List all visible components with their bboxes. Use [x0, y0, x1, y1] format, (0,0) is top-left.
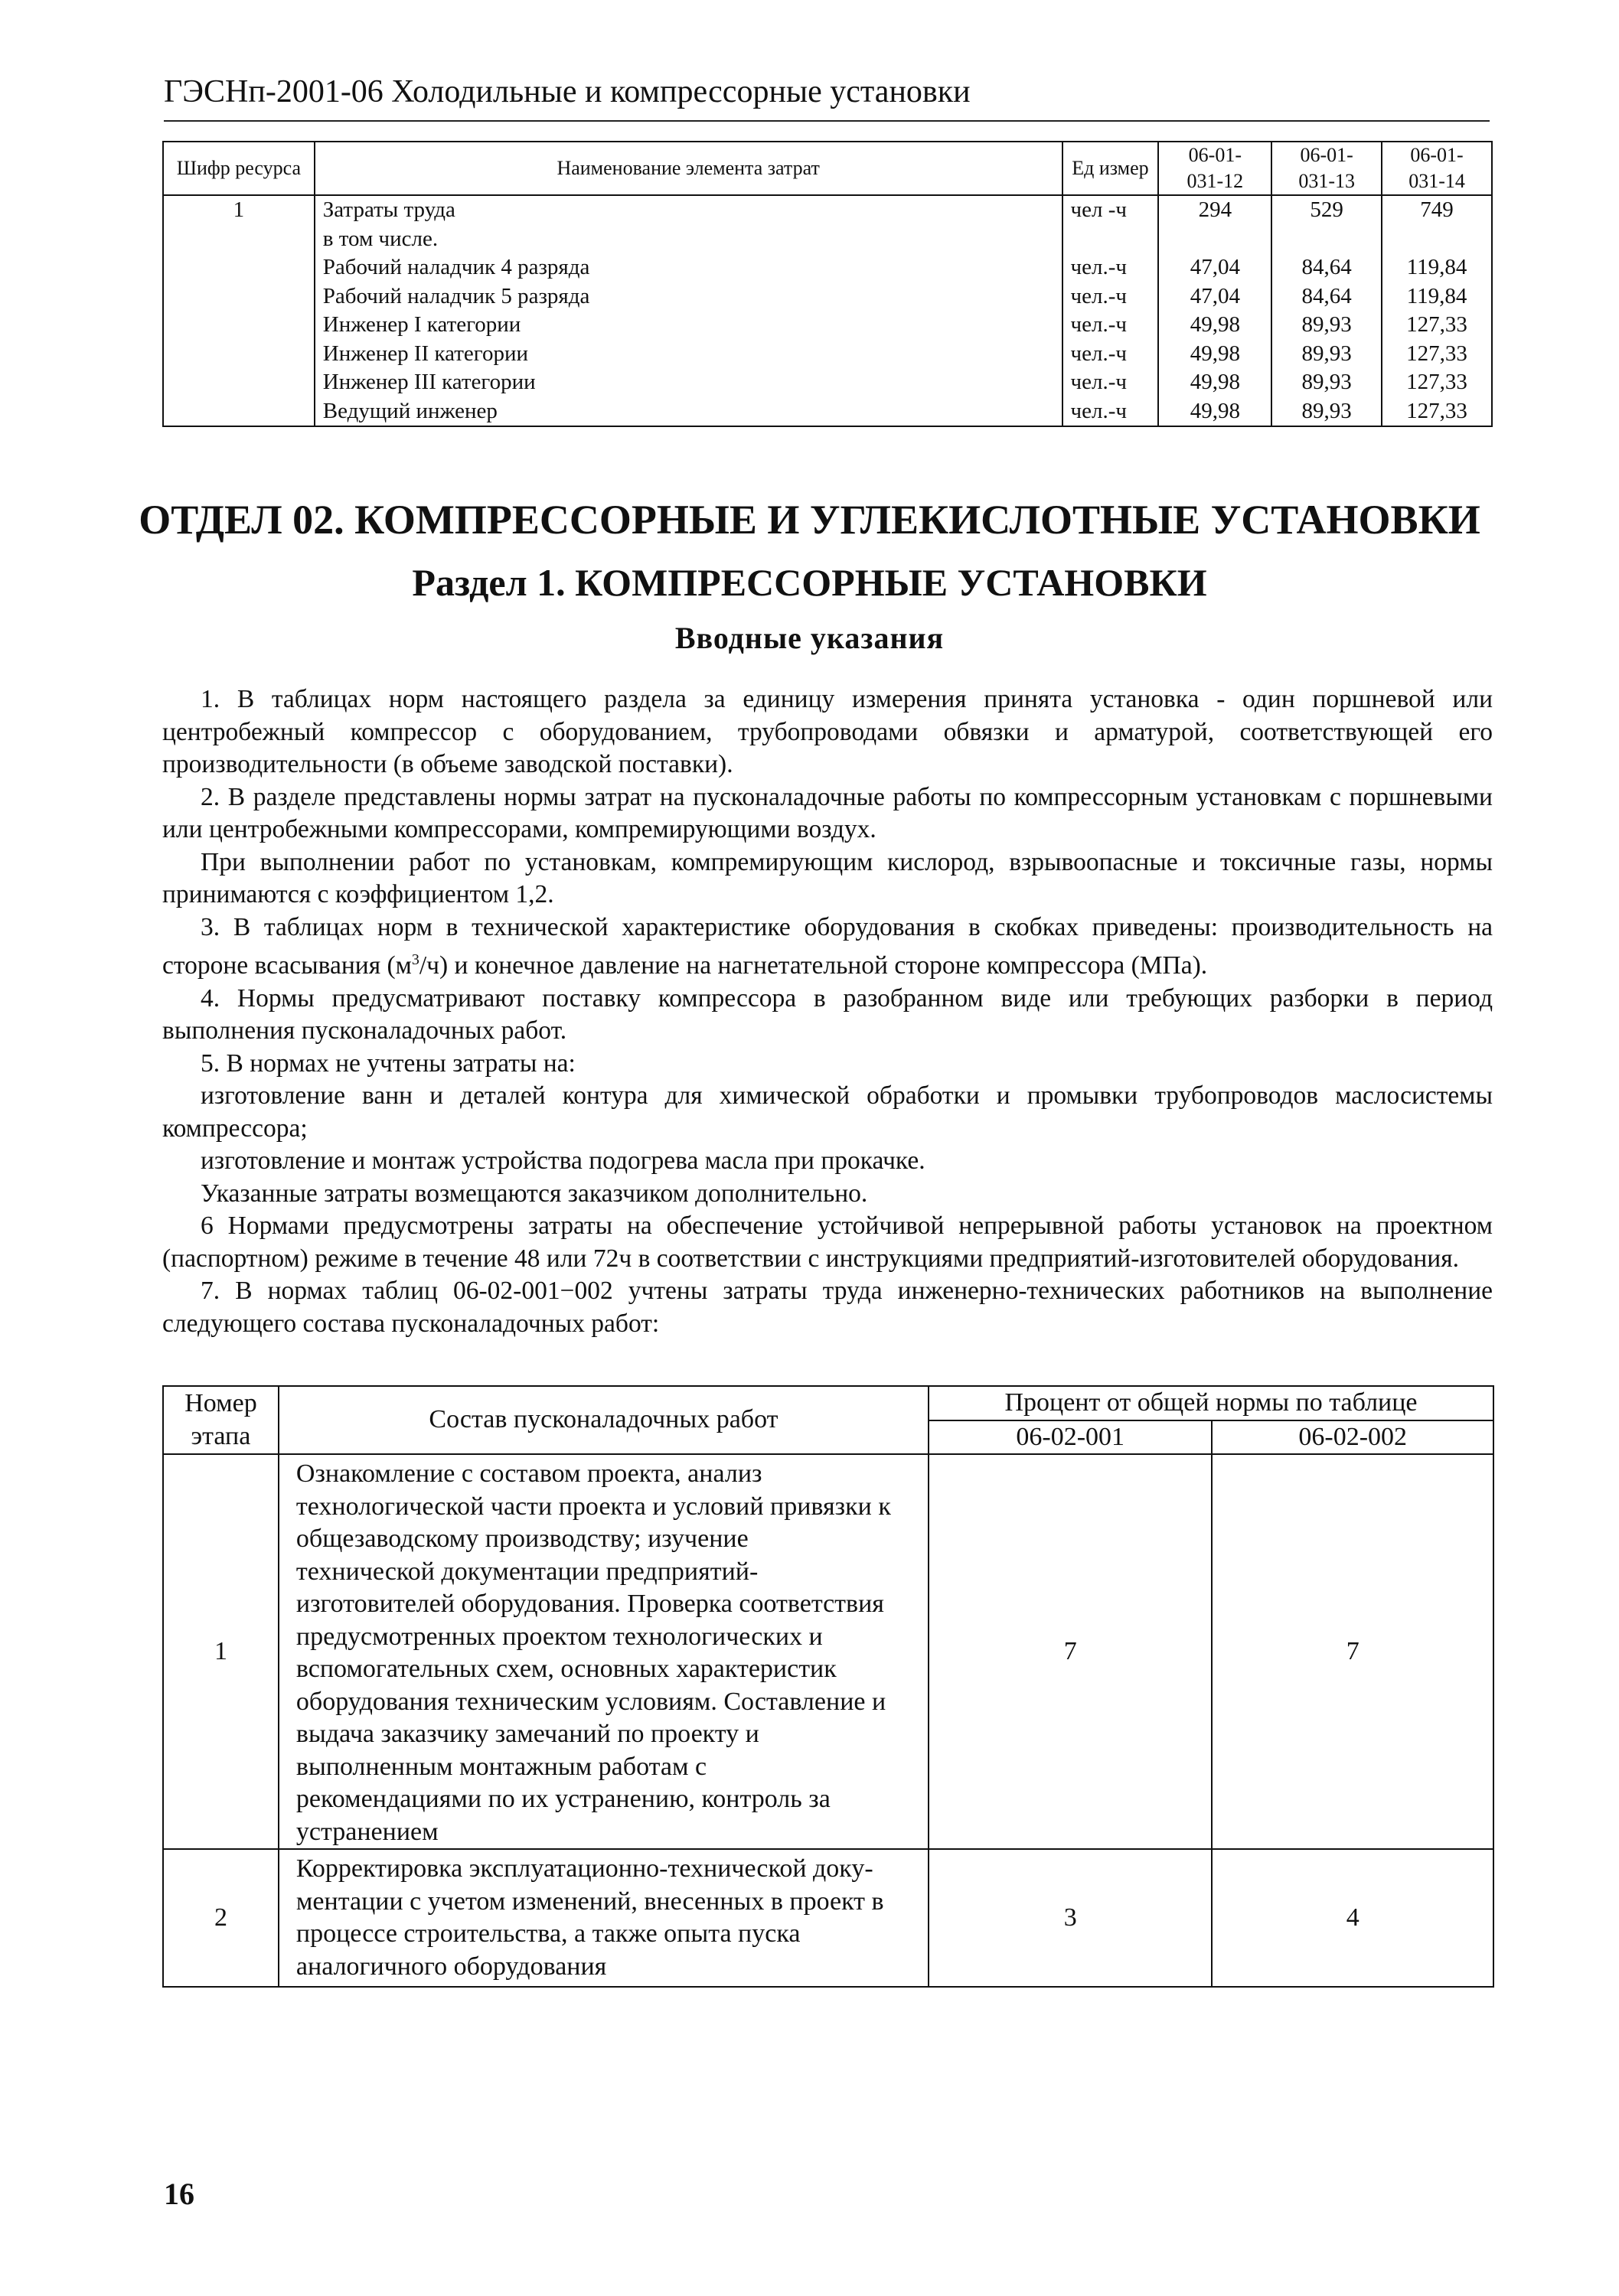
value: 89,93 — [1301, 341, 1352, 366]
resource-cost-table — [162, 141, 1493, 427]
paragraph: 2. В разделе представлены нормы затрат на пусконаладочные работы по компрессорным установкам с поршневыми или центробежными компрессорами, компремирующими воздух. — [162, 782, 1493, 843]
intro-text — [162, 683, 1493, 1340]
paragraph: При выполнении работ по установкам, компремирующим кислород, взрывоопасные и токсичные газы, нормы принимаются с коэффициентом 1,2. — [162, 847, 1493, 908]
unit-cell — [1062, 195, 1159, 426]
value — [1382, 225, 1491, 254]
commissioning-stages-table — [162, 1385, 1494, 1988]
unit: чел.-ч — [1070, 255, 1127, 279]
unit: чел -ч — [1070, 197, 1127, 222]
stage-number: 2 — [163, 1849, 279, 1987]
value: 89,93 — [1301, 312, 1352, 337]
element-name: Затраты труда — [322, 197, 455, 222]
element-name: Рабочий наладчик 5 разряда — [322, 283, 590, 308]
unit: чел.-ч — [1070, 398, 1127, 423]
paragraph: изготовление и монтаж устройства подогрева масла при прокачке. — [201, 1146, 925, 1176]
stage-number: 1 — [163, 1454, 279, 1849]
element-name: Инженер III категории — [322, 370, 536, 394]
header-table-06-02-001: 06-02-001 — [929, 1420, 1212, 1455]
value: 127,33 — [1406, 398, 1467, 423]
running-header: ГЭСНп-2001-06 Холодильные и компрессорные установки — [164, 74, 971, 109]
value-column — [1382, 195, 1492, 426]
value: 89,93 — [1301, 398, 1352, 423]
element-names-cell — [315, 195, 1062, 426]
value-column — [1271, 195, 1382, 426]
value: 127,33 — [1406, 312, 1467, 337]
value — [1159, 225, 1271, 254]
value: 49,98 — [1190, 370, 1240, 394]
stage-description: Ознакомление с составом проекта, анализ технологической части проекта и условий привязки к общезаводскому производству; изучение технической документации предприятий- изготовителей оборудования. Проверка соответствия предусмотренных проектом технологических и вспомогательных схем, основных характеристик оборудования техническим условиям. Составление и выдача заказчику замечаний по проекту и выполненным монтажным работам с рекомендациями по их устранению, контроль за устранением — [279, 1454, 929, 1849]
paragraph: 1. В таблицах норм настоящего раздела за единицу измерения принята установка - один поршневой или центробежный компрессор с оборудованием, трубопроводами обвязки и арматурой, соответствующей его производительности (в объеме заводской поставки). — [162, 685, 1493, 778]
unit: чел.-ч — [1070, 341, 1127, 366]
header-table-06-02-002: 06-02-002 — [1212, 1420, 1493, 1455]
resource-code-cell — [163, 195, 315, 426]
value: 529 — [1310, 197, 1343, 222]
percent-06-02-002: 4 — [1212, 1849, 1493, 1987]
unit: чел.-ч — [1070, 283, 1127, 308]
value: 127,33 — [1406, 341, 1467, 366]
value: 47,04 — [1190, 255, 1240, 279]
value: 49,98 — [1190, 398, 1240, 423]
page-number: 16 — [164, 2177, 194, 2211]
section-heading: ОТДЕЛ 02. КОМПРЕССОРНЫЕ И УГЛЕКИСЛОТНЫЕ УСТАНОВКИ — [139, 497, 1480, 543]
header-norm-code: 06-01- 031-13 — [1271, 142, 1382, 195]
paragraph: 4. Нормы предусматривают поставку компрессора в разобранном виде или требующих разборки в период выполнения пусконаладочных работ. — [162, 983, 1493, 1045]
element-name: в том числе. — [322, 226, 439, 251]
element-name: Ведущий инженер — [322, 398, 498, 423]
value: 127,33 — [1406, 370, 1467, 394]
intro-heading: Вводные указания — [674, 621, 945, 655]
percent-06-02-001: 3 — [929, 1849, 1212, 1987]
resource-code: 1 — [233, 197, 245, 222]
header-rule — [164, 120, 1490, 122]
header-percent: Процент от общей нормы по таблице — [929, 1386, 1493, 1420]
header-unit: Ед измер — [1062, 142, 1159, 195]
paragraph: 3. В таблицах норм в технической характеристике оборудования в скобках приведены: производительность на стороне всасывания $(м^3/ч)$ и конечное давление на нагнетательной стороне компрессора (МПа). — [162, 912, 1493, 980]
header-composition: Состав пусконаладочных работ — [279, 1386, 929, 1454]
value: 119,84 — [1406, 283, 1467, 308]
header-norm-code: 06-01- 031-14 — [1382, 142, 1492, 195]
header-resource-code: Шифр ресурса — [163, 142, 315, 195]
unit — [1063, 225, 1158, 254]
percent-06-02-001: 7 — [929, 1454, 1212, 1849]
element-name: Рабочий наладчик 4 разряда — [322, 255, 590, 279]
unit: чел.-ч — [1070, 312, 1127, 337]
paragraph: 6 Нормами предусмотрены затраты на обеспечение устойчивой непрерывной работы установок на проектном (паспортном) режиме в течение 48 или 72ч в соответствии с инструкциями предприятий-изготовителей оборудования. — [162, 1212, 1493, 1273]
subsection-heading: Раздел 1. КОМПРЕССОРНЫЕ УСТАНОВКИ — [412, 561, 1207, 604]
paragraph: изготовление ванн и деталей контура для химической обработки и промывки трубопроводов маслосистемы компрессора; — [162, 1081, 1493, 1143]
value: 47,04 — [1190, 283, 1240, 308]
value: 49,98 — [1190, 312, 1240, 337]
value: 84,64 — [1301, 255, 1352, 279]
value: 294 — [1198, 197, 1232, 222]
unit: чел.-ч — [1070, 370, 1127, 394]
percent-06-02-002: 7 — [1212, 1454, 1493, 1849]
header-norm-code: 06-01- 031-12 — [1158, 142, 1271, 195]
value-column — [1158, 195, 1271, 426]
value: 84,64 — [1301, 283, 1352, 308]
value: 49,98 — [1190, 341, 1240, 366]
value: 749 — [1420, 197, 1454, 222]
stage-description: Корректировка эксплуатационно-технической доку- ментации с учетом изменений, внесенных в проект в процессе строительства, а также опыта пуска аналогичного оборудования — [279, 1849, 929, 1987]
value: 119,84 — [1406, 255, 1467, 279]
value — [1272, 225, 1381, 254]
paragraph: Указанные затраты возмещаются заказчиком дополнительно. — [201, 1179, 868, 1208]
element-name: Инженер I категории — [322, 312, 521, 337]
element-name: Инженер II категории — [322, 341, 528, 366]
header-stage-number: Номер этапа — [163, 1386, 279, 1454]
paragraph: 5. В нормах не учтены затраты на: — [201, 1049, 576, 1078]
paragraph: 7. В нормах таблиц 06-02-001−002 учтены затраты труда инженерно-технических работников на выполнение следующего состава пусконаладочных работ: — [162, 1277, 1493, 1338]
value: 89,93 — [1301, 370, 1352, 394]
header-element-name: Наименование элемента затрат — [315, 142, 1062, 195]
